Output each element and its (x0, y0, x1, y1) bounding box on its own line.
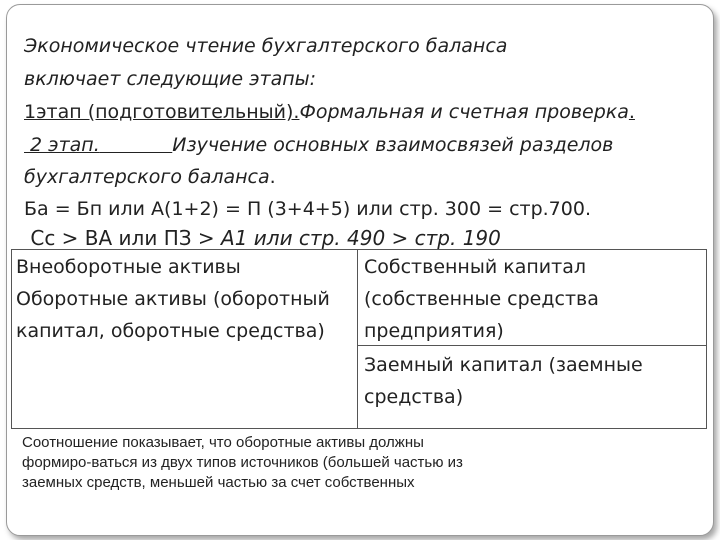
right-bottom-line-2: средства) (364, 386, 464, 408)
note-line-1: Соотношение показывает, что оборотные активы должны (22, 434, 424, 451)
step-1-end: . (628, 101, 635, 123)
step-2 (24, 133, 613, 157)
note-text (22, 433, 582, 493)
balance-table (11, 249, 707, 429)
right-top-line-3: предприятия) (364, 320, 504, 342)
step-2-label: 2 этап. (24, 134, 100, 156)
formula-2-start: Сс > ВА или ПЗ > (24, 226, 222, 250)
step-2-end: . (269, 166, 276, 188)
right-top-line-1: Собственный капитал (364, 256, 586, 278)
step-2-cont: бухгалтерского баланса (24, 166, 270, 188)
title-line-2: включает следующие этапы: (24, 68, 317, 90)
note-line-3: заемных средств, меньшей частью за счет собственных (22, 474, 415, 491)
step-2-blank (100, 134, 172, 156)
step-2-text: Изучение основных взаимосвязей разделов (172, 134, 614, 156)
step-1-text: Формальная и счетная проверка (299, 101, 629, 123)
left-cell-line-3: капитал, оборотные средства) (16, 320, 325, 342)
right-top-line-2: (собственные средства (364, 288, 599, 310)
left-cell-line-1: Внеоборотные активы (16, 256, 241, 278)
right-bottom-line-1: Заемный капитал (заемные (364, 354, 643, 376)
step-1-label: 1этап (подготовительный). (24, 101, 300, 123)
formula-1: Ба = Бп или А(1+2) = П (3+4+5) или стр. 300 = стр.700. (24, 198, 591, 220)
formula-2 (24, 226, 501, 250)
formula-2-end: А1 или стр. 490 > стр. 190 (221, 226, 501, 250)
step-2-continued (24, 165, 276, 189)
table-column-divider (357, 250, 358, 428)
title-line-1: Экономическое чтение бухгалтерского баланса (24, 35, 508, 57)
step-1 (24, 100, 635, 124)
left-cell-line-2: Оборотные активы (оборотный (16, 288, 330, 310)
note-line-2: формиро-ваться из двух типов источников (большей частью из (22, 454, 463, 471)
